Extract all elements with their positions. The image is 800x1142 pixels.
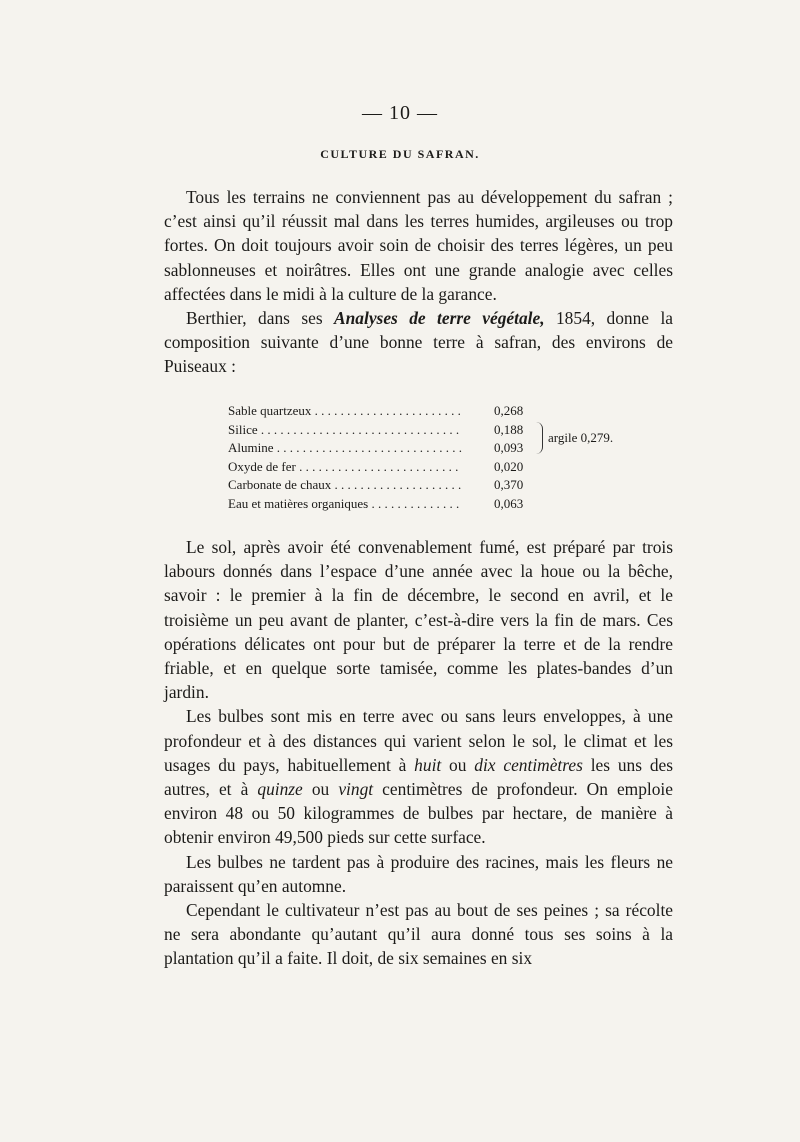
text-block-top xyxy=(164,185,673,379)
brace xyxy=(536,422,543,454)
emphasis: quinze xyxy=(257,779,303,800)
text-span: centimètres de profondeur. On emploie environ 48 ou 50 kilogrammes de bulbes par hectare, de manière à obtenir environ 49,500 pieds sur cette surface. xyxy=(164,779,673,848)
row-label: Oxyde de fer . . . xyxy=(228,458,462,477)
table-row xyxy=(228,402,668,421)
paragraph: Cependant le cultivateur n’est pas au bout de ses peines ; sa récolte ne sera abondante qu’autant qu’il aura donné tous ses soins à la plantation qu’il a faite. Il doit, de six semaines en six xyxy=(164,900,673,969)
paragraph xyxy=(164,306,673,379)
table-row xyxy=(228,495,668,514)
emphasis: huit xyxy=(414,754,442,775)
row-value: 0,188 xyxy=(494,421,524,437)
text-block-bottom xyxy=(164,535,673,971)
page-number: — 10 — xyxy=(362,102,438,124)
text-span: ou xyxy=(441,754,475,775)
row-value: 0,268 xyxy=(494,403,524,418)
running-head: CULTURE DU SAFRAN. xyxy=(320,147,480,161)
text-span: 1854, donne la composition suivante d’une bonne terre à safran, des environs de Puiseaux : xyxy=(164,308,673,377)
row-value: 0,370 xyxy=(494,477,524,493)
paragraph xyxy=(164,704,673,849)
row-value: 0,063 xyxy=(494,495,524,511)
row-label: Carbonate de chaux . . . xyxy=(228,476,462,495)
text-span: Les bulbes sont mis en terre avec ou sans leurs enveloppes, à une profondeur et à des distances qui varient selon le sol, le climat et les usages du pays, habituellement à xyxy=(164,706,673,775)
text-span: ou xyxy=(302,779,339,800)
text-span: les uns des autres, et à xyxy=(164,754,674,800)
book-title: Analyses de terre végétale, xyxy=(334,308,545,329)
row-label: Eau et matières organiques . . . xyxy=(228,495,462,514)
table-row xyxy=(228,476,668,495)
paragraph: Les bulbes ne tardent pas à produire des racines, mais les fleurs ne paraissent qu’en automne. xyxy=(164,851,673,896)
row-value: 0,093 xyxy=(494,440,524,456)
paragraph: Tous les terrains ne conviennent pas au développement du safran ; c’est ainsi qu’il réussit mal dans les terres humides, argileuses ou trop fortes. On doit toujours avoir soin de choisir des terres légères, un peu sablonneuses et noirâtres. Elles ont une grande analogie avec celles affectées dans le midi à la culture de la garance. xyxy=(164,187,673,304)
text-span: Berthier, dans ses xyxy=(186,308,335,329)
soil-composition-table xyxy=(228,402,668,514)
row-label: Sable quartzeux . . . xyxy=(228,402,462,421)
row-label: Silice . . . xyxy=(228,421,462,440)
paragraph: Le sol, après avoir été convenablement fumé, est préparé par trois labours donnés dans l’espace d’une année avec la houe ou la bêche, savoir : le premier à la fin de décembre, le second en avril, et le troisième un peu avant de planter, c’est-à-dire vers la fin de mars. Ces opérations délicates ont pour but de préparer la terre et de la rendre friable, et en quelque sorte tamisée, comme les plates-bandes d’un jardin. xyxy=(164,537,673,703)
emphasis: vingt xyxy=(338,779,374,800)
row-value: 0,020 xyxy=(494,458,524,474)
emphasis: dix centimètres xyxy=(474,754,583,775)
row-label: Alumine . . . xyxy=(228,439,462,458)
table-row xyxy=(228,458,668,477)
brace-note: argile 0,279. xyxy=(548,430,614,445)
